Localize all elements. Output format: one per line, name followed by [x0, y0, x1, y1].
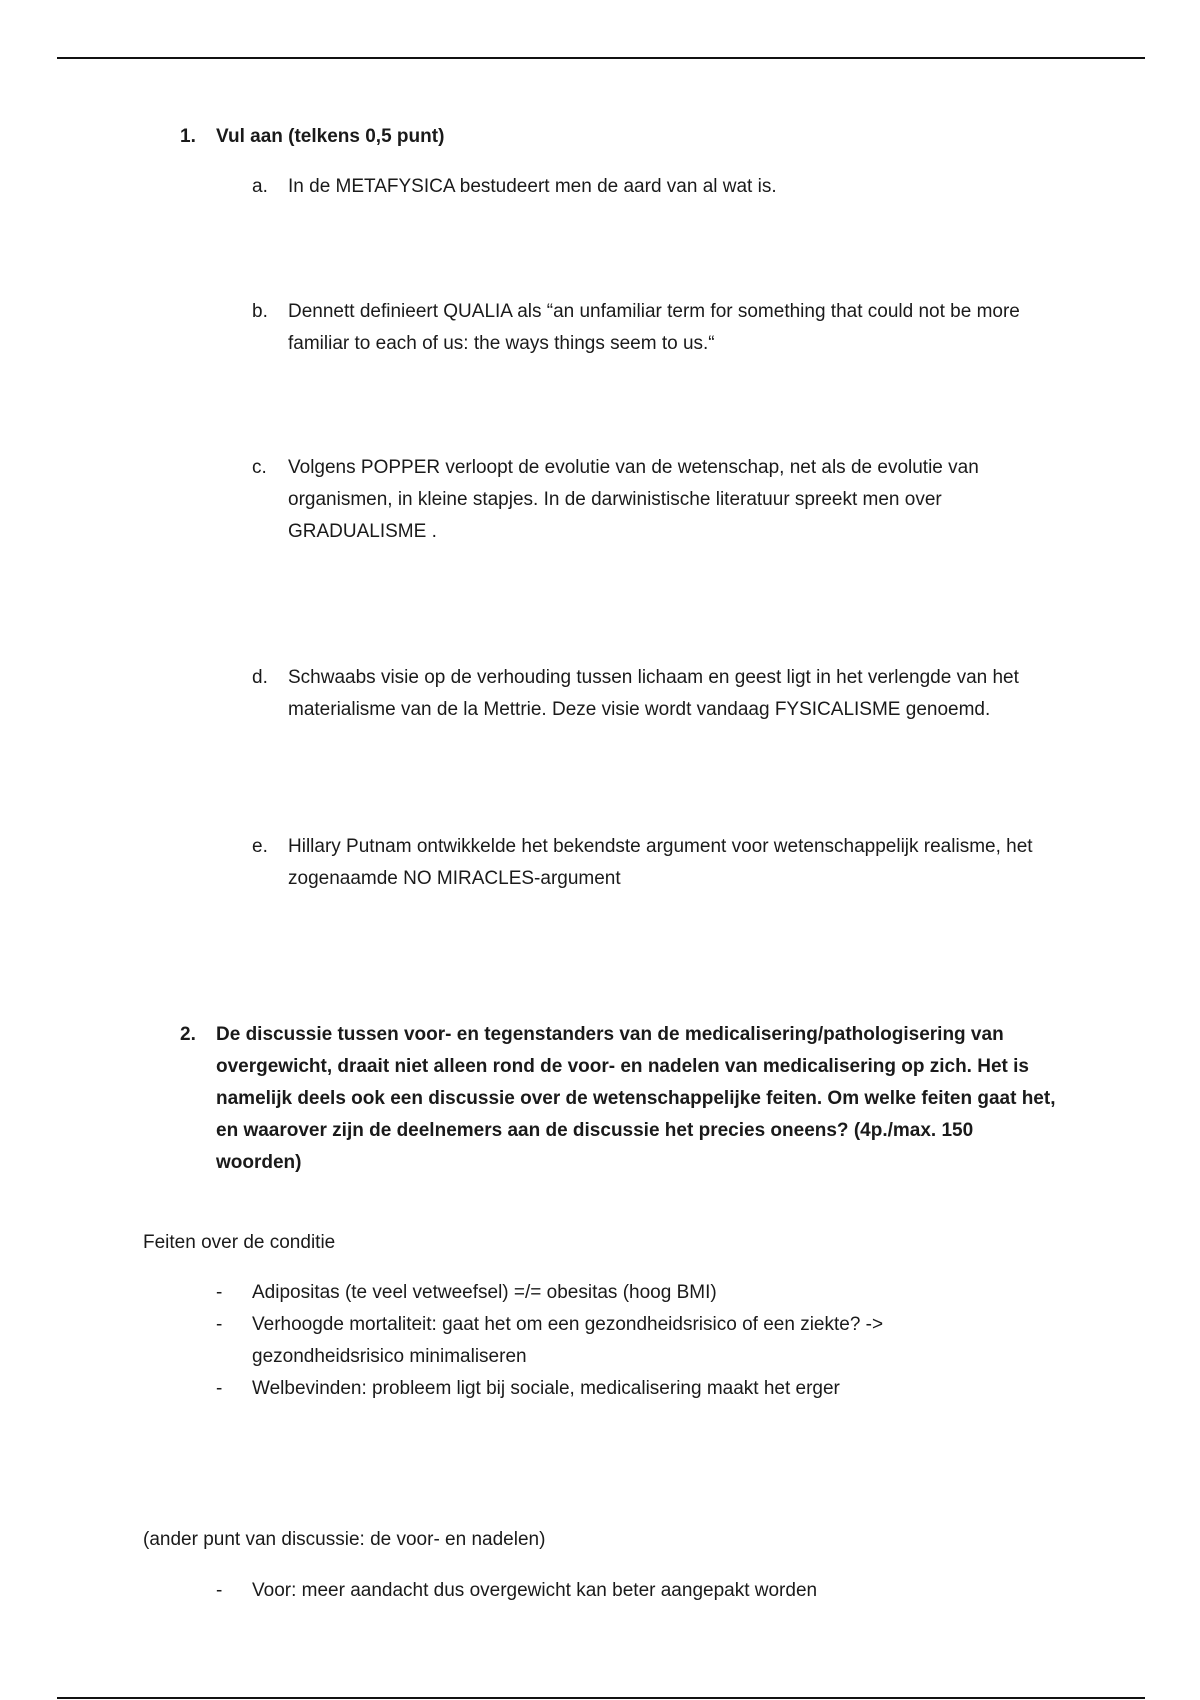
- item-a-letter: a.: [252, 176, 268, 197]
- item-c-letter: c.: [252, 457, 267, 478]
- question-2-text: De discussie tussen voor- en tegenstanders van de medicalisering/pathologisering van overgewicht, draait niet alleen rond de voor- en nadelen van medicalisering op zich. Het is namelijk deels ook een discussie over de wetenschappelijke feiten. Om welke feiten gaat het, en waarover zijn de deelnemers aan de discussie het precies oneens? (4p./max. 150 woorden): [216, 1024, 1056, 1173]
- fact-item-2: Verhoogde mortaliteit: gaat het om een gezondheidsrisico of een ziekte? -> gezondheidsrisico minimaliseren: [252, 1314, 884, 1367]
- fact-item-3: Welbevinden: probleem ligt bij sociale, medicalisering maakt het erger: [252, 1378, 840, 1399]
- item-d-text: Schwaabs visie op de verhouding tussen lichaam en geest ligt in het verlengde van het materialisme van de la Mettrie. Deze visie wordt vandaag FYSICALISME genoemd.: [288, 667, 1019, 720]
- question-2-number: 2.: [180, 1024, 196, 1045]
- bullet-dash: -: [216, 1282, 223, 1303]
- item-d-letter: d.: [252, 667, 268, 688]
- facts-heading: Feiten over de conditie: [143, 1232, 336, 1253]
- other-item-1: Voor: meer aandacht dus overgewicht kan beter aangepakt worden: [252, 1580, 818, 1601]
- top-rule: [57, 57, 1145, 59]
- bottom-rule: [57, 1697, 1145, 1699]
- item-b-letter: b.: [252, 301, 268, 322]
- fact-item-1: Adipositas (te veel vetweefsel) =/= obesitas (hoog BMI): [252, 1282, 717, 1303]
- item-e-text: Hillary Putnam ontwikkelde het bekendste argument voor wetenschappelijk realisme, het zogenaamde NO MIRACLES-argument: [288, 836, 1033, 889]
- item-b-text: Dennett definieert QUALIA als “an unfamiliar term for something that could not be more familiar to each of us: the ways things seem to us.“: [288, 301, 1020, 354]
- other-heading: (ander punt van discussie: de voor- en nadelen): [143, 1529, 546, 1550]
- bullet-dash: -: [216, 1378, 223, 1399]
- bullet-dash: -: [216, 1580, 223, 1601]
- question-1-number: 1.: [180, 126, 196, 147]
- bullet-dash: -: [216, 1314, 223, 1335]
- item-c-text: Volgens POPPER verloopt de evolutie van de wetenschap, net als de evolutie van organismen, in kleine stapjes. In de darwinistische literatuur spreekt men over GRADUALISME .: [288, 457, 979, 542]
- item-e-letter: e.: [252, 836, 268, 857]
- item-a-text: In de METAFYSICA bestudeert men de aard van al wat is.: [288, 176, 777, 197]
- question-1-title: Vul aan (telkens 0,5 punt): [216, 126, 445, 147]
